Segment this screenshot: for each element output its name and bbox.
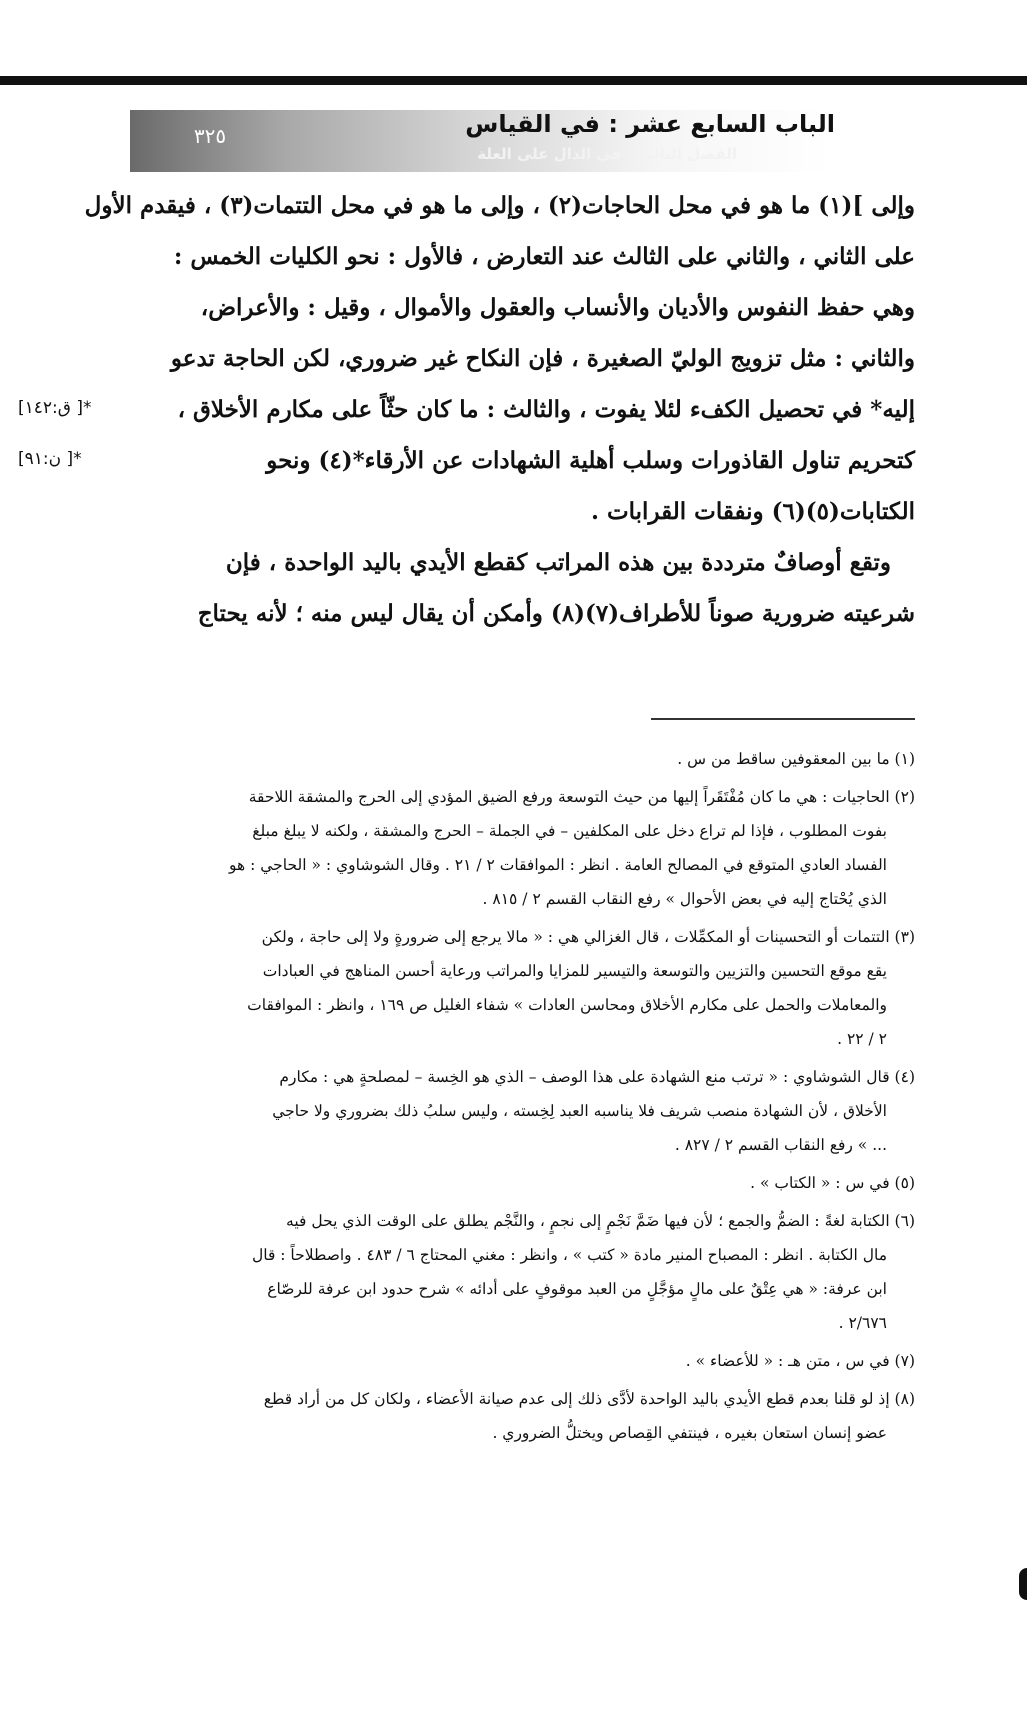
footnote-line: الفساد العادي المتوقع في المصالح العامة . انظر : الموافقات ٢ / ٢١ . وقال الشوشاوي : « الحاجي : هو — [229, 856, 887, 874]
main-text — [84, 180, 915, 639]
margin-note: *[ ن:٩١] — [18, 449, 82, 469]
footnote-line: (٢) الحاجيات : هي ما كان مُفْتَقَراً إليها من حيث التوسعة ورفع الضيق المؤدي إلى الحرج والمشقة اللاحقة — [248, 788, 915, 806]
page-number: ٣٢٥ — [193, 124, 227, 148]
chapter-title: الباب السابع عشر : في القياس — [465, 110, 835, 138]
footnote — [125, 1382, 915, 1450]
footnote-line: (٨) إذ لو قلنا بعدم قطع الأيدي باليد الواحدة لأدَّى ذلك إلى عدم صيانة الأعضاء ، ولكان كل من أراد قطع — [263, 1390, 915, 1408]
footnote-line: ٢ / ٢٢ . — [837, 1030, 887, 1048]
footnote-line: (٧) في س ، متن هـ : « للأعضاء » . — [685, 1352, 915, 1370]
body-line: شرعيته ضرورية صوناً للأطراف(٧)(٨) وأمكن أن يقال ليس منه ؛ لأنه يحتاج — [197, 600, 915, 627]
footnote-line: مال الكتابة . انظر : المصباح المنير مادة « كتب » ، وانظر : مغني المحتاج ٦ / ٤٨٣ . واصطلاحاً : قال — [251, 1246, 887, 1264]
footnote-line: الذي يُحْتاج إليه في بعض الأحوال » رفع النقاب القسم ٢ / ٨١٥ . — [482, 890, 887, 908]
margin-note: *[ ق:١٤٢] — [18, 398, 92, 418]
footnote — [125, 1060, 915, 1162]
footnote-line: الأخلاق ، لأن الشهادة منصب شريف فلا يناسبه العبد لِخِسته ، وليس سلبُ ذلك بضروري ولا حاجي — [272, 1102, 887, 1120]
footnote-line: (٣) التتمات أو التحسينات أو المكمِّلات ، قال الغزالي هي : « مالا يرجع إلى ضرورةٍ ولا إلى حاجة ، ولكن — [261, 928, 915, 946]
body-line: وإلى ](١) ما هو في محل الحاجات(٢) ، وإلى ما هو في محل التتمات(٣) ، فيقدم الأول — [84, 192, 915, 219]
footnote — [125, 742, 915, 776]
body-line: الكتابات(٥)(٦) ونفقات القرابات . — [590, 498, 915, 525]
section-title: الفصل الثالث : في الدال على العلة — [477, 145, 737, 163]
footnote-line: عضو إنسان استعان بغيره ، فينتفي القِصاص ويختلُّ الضروري . — [492, 1424, 887, 1442]
footnote-line: بفوت المطلوب ، فإذا لم تراع دخل على المكلفين – في الجملة – الحرج والمشقة ، ولكنه لا يبلغ مبلغ — [252, 822, 887, 840]
footnote-line: ٢/٦٧٦ . — [838, 1314, 887, 1332]
footnote-line: يقع موقع التحسين والتزيين والتوسعة والتيسير للمزايا والمراتب ورعاية أحسن المناهج في العبادات — [262, 962, 887, 980]
body-line: كتحريم تناول القاذورات وسلب أهلية الشهادات عن الأرقاء*(٤) ونحو — [266, 447, 915, 474]
body-line: إليه* في تحصيل الكفء لئلا يفوت ، والثالث : ما كان حثّاً على مكارم الأخلاق ، — [177, 396, 915, 423]
footnote-line: (٤) قال الشوشاوي : « ترتب منع الشهادة على هذا الوصف – الذي هو الخِسة – لمصلحةٍ هي : مكارم — [279, 1068, 915, 1086]
footnote — [125, 920, 915, 1056]
body-line: وتقع أوصافٌ مترددة بين هذه المراتب كقطع الأيدي باليد الواحدة ، فإن — [225, 549, 891, 576]
footnote-separator — [651, 718, 915, 720]
footnote-line: والمعاملات والحمل على مكارم الأخلاق ومحاسن العادات » شفاء الغليل ص ١٦٩ ، وانظر : الموافقات — [247, 996, 887, 1014]
body-line: والثاني : مثل تزويج الوليّ الصغيرة ، فإن النكاح غير ضروري، لكن الحاجة تدعو — [170, 345, 915, 372]
footnote-line: (١) ما بين المعقوفين ساقط من س . — [677, 750, 915, 768]
top-rule — [0, 76, 1027, 85]
footnote — [125, 1166, 915, 1200]
footnote — [125, 1344, 915, 1378]
footnote — [125, 780, 915, 916]
footnote — [125, 1204, 915, 1340]
footnote-line: (٥) في س : « الكتاب » . — [750, 1174, 915, 1192]
footnote-line: ... » رفع النقاب القسم ٢ / ٨٢٧ . — [674, 1136, 887, 1154]
body-line: وهي حفظ النفوس والأديان والأنساب والعقول والأموال ، وقيل : والأعراض، — [200, 294, 915, 321]
footnote-line: ابن عرفة: « هي عِتْقٌ على مالٍ مؤجَّلٍ من العبد موقوفٍ على أدائه » شرح حدود ابن عرفة للرصّاع — [267, 1280, 887, 1298]
footnotes — [125, 742, 915, 1454]
body-line: على الثاني ، والثاني على الثالث عند التعارض ، فالأول : نحو الكليات الخمس : — [173, 243, 915, 270]
footnote-line: (٦) الكتابة لغةً : الضمُّ والجمع ؛ لأن فيها ضَمَّ نَجْمٍ إلى نجمٍ ، والنَّجْم يطلق على الوقت الذي يحل فيه — [286, 1212, 915, 1230]
page-edge-mark — [1019, 1568, 1027, 1600]
